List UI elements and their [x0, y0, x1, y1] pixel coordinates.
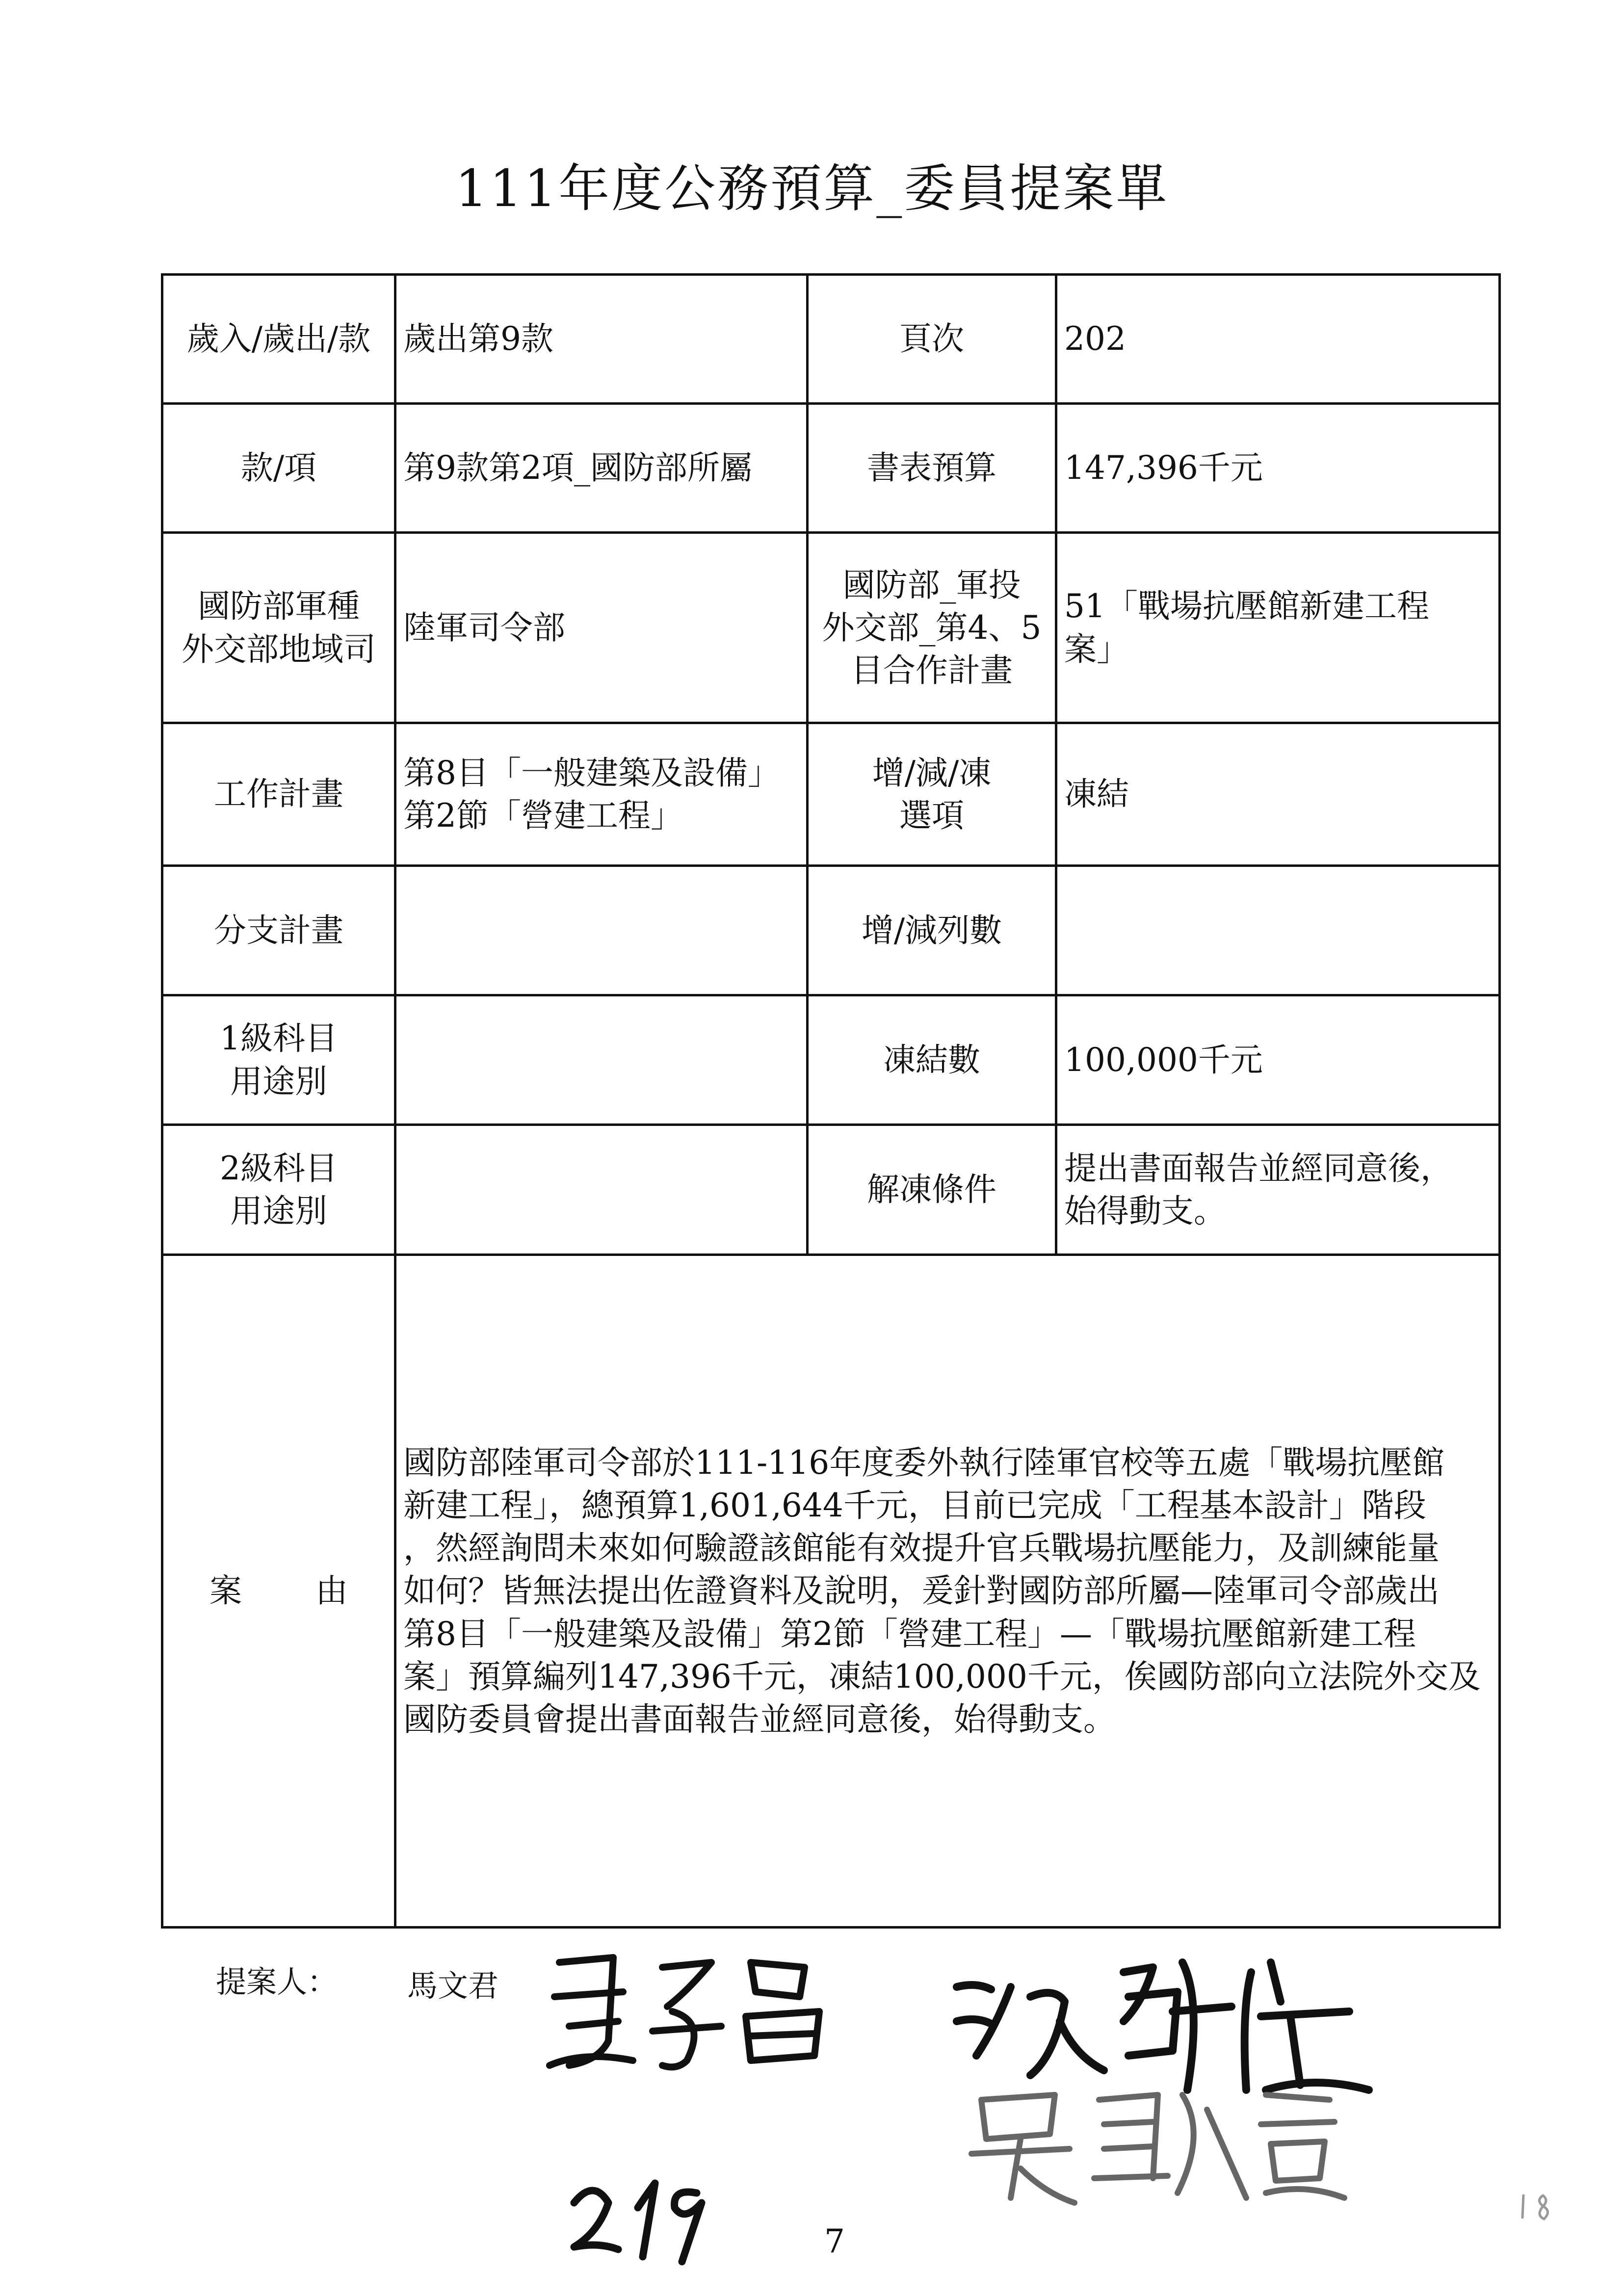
field-value: 202 [1056, 275, 1500, 404]
proposer-label: 提案人： [216, 1964, 338, 2000]
form-row [162, 404, 1500, 533]
field-value [395, 1125, 808, 1255]
field-label: 2級科目 用途別 [162, 1125, 395, 1255]
field-label: 書表預算 [808, 404, 1056, 533]
field-value [395, 866, 808, 995]
reason-label-char: 由 [315, 1572, 348, 1610]
reason-line: 國防部陸軍司令部於111-116年度委外執行陸軍官校等五處「戰場抗壓館 [403, 1444, 1445, 1482]
field-value: 第8目「一般建築及設備」 第2節「營建工程」 [395, 723, 808, 866]
proposer-name: 馬文君 [407, 1968, 499, 2004]
field-label: 頁次 [808, 275, 1056, 404]
reason-row [162, 1255, 1500, 1928]
reason-line: 案」預算編列147,396千元，凍結100,000千元，俟國防部向立法院外交及 [403, 1657, 1481, 1696]
signature-3 [952, 2080, 1354, 2213]
reason-text [395, 1255, 1500, 1928]
field-label: 凍結數 [808, 995, 1056, 1125]
field-value: 第9款第2項_國防部所屬 [395, 404, 808, 533]
field-label: 國防部_軍投 外交部_第4、5 目合作計畫 [808, 533, 1056, 723]
field-label: 解凍條件 [808, 1125, 1056, 1255]
form-row [162, 275, 1500, 404]
field-value [1056, 866, 1500, 995]
form-row [162, 533, 1500, 723]
form-title: 111年度公務預算_委員提案單 [455, 158, 1169, 218]
reason-label-char: 案 [210, 1572, 242, 1610]
form-row [162, 723, 1500, 866]
field-value: 陸軍司令部 [395, 533, 808, 723]
reason-line: 新建工程」，總預算1,601,644千元，目前已完成「工程基本設計」階段 [403, 1487, 1426, 1525]
reason-label [162, 1255, 395, 1928]
field-label: 工作計畫 [162, 723, 395, 866]
field-value: 凍結 [1056, 723, 1500, 866]
signature-1 [540, 1943, 854, 2090]
field-value: 歲出第9款 [395, 275, 808, 404]
field-value: 147,396千元 [1056, 404, 1500, 533]
reason-line: ，然經詢問未來如何驗證該館能有效提升官兵戰場抗壓能力，及訓練能量 [403, 1529, 1440, 1567]
proposal-form-table [161, 273, 1501, 1929]
field-value [395, 995, 808, 1125]
form-row [162, 1125, 1500, 1255]
field-label: 分支計畫 [162, 866, 395, 995]
reason-line: 如何？皆無法提出佐證資料及說明，爰針對國防部所屬—陸軍司令部歲出 [403, 1572, 1440, 1610]
form-row [162, 995, 1500, 1125]
field-label: 增/減/凍 選項 [808, 723, 1056, 866]
page-number: 7 [824, 2222, 845, 2260]
reason-line: 國防委員會提出書面報告並經同意後，始得動支。 [403, 1700, 1116, 1738]
field-label: 1級科目 用途別 [162, 995, 395, 1125]
field-value: 提出書面報告並經同意後， 始得動支。 [1056, 1125, 1500, 1255]
field-value: 100,000千元 [1056, 995, 1500, 1125]
field-label: 增/減列數 [808, 866, 1056, 995]
reason-line: 第8目「一般建築及設備」第2節「營建工程」—「戰場抗壓館新建工程 [403, 1615, 1416, 1653]
field-label: 國防部軍種 外交部地域司 [162, 533, 395, 723]
field-value: 51「戰場抗壓館新建工程 案」 [1056, 533, 1500, 723]
handwritten-number [564, 2149, 721, 2267]
form-row [162, 866, 1500, 995]
field-label: 款/項 [162, 404, 395, 533]
field-label: 歲入/歲出/款 [162, 275, 395, 404]
corner-mark [1514, 2181, 1563, 2225]
